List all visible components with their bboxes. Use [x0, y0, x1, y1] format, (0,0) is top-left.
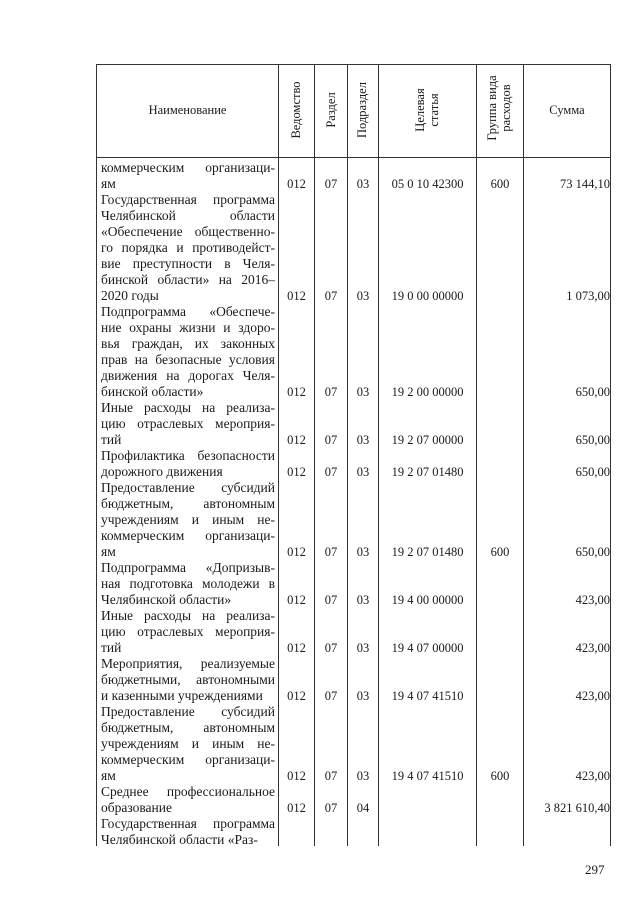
header-target-article-line2: статья [427, 93, 441, 127]
cell-section: 07 [324, 769, 338, 783]
header-subsection: Подраздел [355, 82, 369, 138]
cell-subsection: 03 [356, 385, 370, 399]
row-name-line: Государственная программа [101, 192, 275, 207]
header-bottom-border [96, 157, 611, 158]
table-right-border [610, 64, 611, 846]
cell-department: 012 [287, 177, 306, 191]
row-name-line: Мероприятия, реализуемые [101, 656, 275, 671]
cell-department: 012 [287, 465, 306, 479]
row-name-line: ная подготовка молодежи в [101, 576, 275, 591]
cell-section: 07 [324, 465, 338, 479]
row-name-line: го порядка и противодейст- [101, 240, 275, 255]
row-name-line: образование [101, 800, 172, 815]
header-name: Наименование [148, 103, 227, 117]
row-name-line: ям [101, 176, 116, 191]
cell-target-article: 19 0 00 00000 [391, 289, 464, 303]
row-name-line: бюджетными, автономными [101, 672, 275, 687]
header-department: Ведомство [289, 81, 303, 139]
row-name-line: ние охраны жизни и здоро- [101, 320, 275, 335]
row-name-line: коммерческим организаци- [101, 528, 275, 543]
cell-subsection: 03 [356, 465, 370, 479]
cell-target-article: 19 2 07 01480 [391, 465, 464, 479]
row-name-line: учреждениям и иным не- [101, 512, 275, 527]
cell-section: 07 [324, 689, 338, 703]
cell-target-article: 19 2 07 00000 [391, 433, 464, 447]
row-name-line: вья граждан, их законных [101, 336, 275, 351]
cell-department: 012 [287, 801, 306, 815]
cell-section: 07 [324, 545, 338, 559]
row-name-line: цию отраслевых мероприя- [101, 416, 275, 431]
cell-expense-group: 600 [490, 545, 510, 559]
row-name-line: дорожного движения [101, 464, 223, 479]
cell-sum: 423,00 [575, 641, 610, 655]
row-name-line: тий [101, 432, 122, 447]
row-name-line: бинской области» [101, 384, 204, 399]
cell-subsection: 03 [356, 433, 370, 447]
cell-subsection: 03 [356, 769, 370, 783]
cell-subsection: 03 [356, 177, 370, 191]
cell-sum: 73 144,10 [560, 177, 610, 191]
row-name-line: и казенными учреждениями [101, 688, 263, 703]
cell-sum: 650,00 [575, 385, 610, 399]
cell-expense-group: 600 [490, 769, 510, 783]
cell-sum: 423,00 [575, 689, 610, 703]
cell-subsection: 03 [356, 593, 370, 607]
cell-target-article: 19 4 00 00000 [391, 593, 464, 607]
row-name-line: Среднее профессиональное [101, 784, 275, 799]
table-top-border [96, 64, 611, 65]
cell-section: 07 [324, 289, 338, 303]
header-target-article [413, 88, 441, 131]
cell-expense-group: 600 [490, 177, 510, 191]
table-left-border [96, 64, 97, 846]
row-name-line: коммерческим организаци- [101, 160, 275, 175]
row-name-line: Челябинской области «Раз- [101, 832, 258, 847]
row-name-line: вие преступности в Челя- [101, 256, 275, 271]
cell-target-article: 19 2 07 01480 [391, 545, 464, 559]
cell-department: 012 [287, 593, 306, 607]
cell-department: 012 [287, 641, 306, 655]
cell-sum: 423,00 [575, 769, 610, 783]
row-name-line: бюджетным, автономным [101, 720, 275, 735]
row-name-line: Государственная программа [101, 816, 275, 831]
row-name-line: цию отраслевых мероприя- [101, 624, 275, 639]
cell-section: 07 [324, 641, 338, 655]
header-expense-group-line2: расходов [499, 84, 513, 132]
cell-section: 07 [324, 177, 338, 191]
row-name-line: Иные расходы на реализа- [101, 400, 275, 415]
row-name-line: коммерческим организаци- [101, 752, 275, 767]
cell-subsection: 03 [356, 289, 370, 303]
row-name-line: учреждениям и иным не- [101, 736, 275, 751]
cell-section: 07 [324, 385, 338, 399]
row-name-line: Иные расходы на реализа- [101, 608, 275, 623]
row-name-line: Предоставление субсидий [101, 704, 275, 719]
cell-target-article: 19 4 07 41510 [391, 769, 464, 783]
row-name-line: тий [101, 640, 122, 655]
row-name-line: бюджетным, автономным [101, 496, 275, 511]
cell-subsection: 04 [356, 801, 370, 815]
row-name-line: «Обеспечение общественно- [101, 224, 275, 239]
row-name-line: движения на дорогах Челя- [101, 368, 275, 383]
cell-sum: 650,00 [575, 465, 610, 479]
cell-section: 07 [324, 433, 338, 447]
row-name-line: Челябинской области» [101, 592, 232, 607]
cell-target-article: 19 2 00 00000 [391, 385, 464, 399]
cell-sum: 3 821 610,40 [544, 801, 610, 815]
cell-department: 012 [287, 433, 306, 447]
row-name-line: Подпрограмма «Обеспече- [101, 304, 275, 319]
cell-target-article: 19 4 07 41510 [391, 689, 464, 703]
cell-subsection: 03 [356, 545, 370, 559]
cell-subsection: 03 [356, 689, 370, 703]
cell-department: 012 [287, 769, 306, 783]
header-expense-group [485, 75, 513, 140]
cell-subsection: 03 [356, 641, 370, 655]
row-name-line: Подпрограмма «Допризыв- [101, 560, 275, 575]
header-target-article-line1: Целевая [413, 88, 427, 132]
page-number: 297 [585, 862, 605, 877]
cell-sum: 1 073,00 [566, 289, 610, 303]
cell-sum: 650,00 [575, 433, 610, 447]
row-name-line: ям [101, 544, 116, 559]
cell-sum: 423,00 [575, 593, 610, 607]
cell-target-article: 05 0 10 42300 [391, 177, 464, 191]
row-name-line: 2020 годы [101, 288, 159, 303]
row-name-line: Профилактика безопасности [101, 448, 275, 463]
row-name-line: Предоставление субсидий [101, 480, 275, 495]
cell-department: 012 [287, 545, 306, 559]
cell-section: 07 [324, 593, 338, 607]
cell-department: 012 [287, 385, 306, 399]
row-name-line: бинской области» на 2016– [101, 272, 275, 287]
cell-section: 07 [324, 801, 338, 815]
row-name-line: Челябинской области [101, 208, 275, 223]
cell-department: 012 [287, 689, 306, 703]
row-name-line: прав на безопасные условия [101, 352, 275, 367]
cell-department: 012 [287, 289, 306, 303]
cell-sum: 650,00 [575, 545, 610, 559]
row-name-line: ям [101, 768, 116, 783]
header-expense-group-line1: Группа вида [485, 75, 499, 141]
cell-target-article: 19 4 07 00000 [391, 641, 464, 655]
header-section: Раздел [324, 92, 338, 128]
header-sum: Сумма [549, 103, 585, 117]
